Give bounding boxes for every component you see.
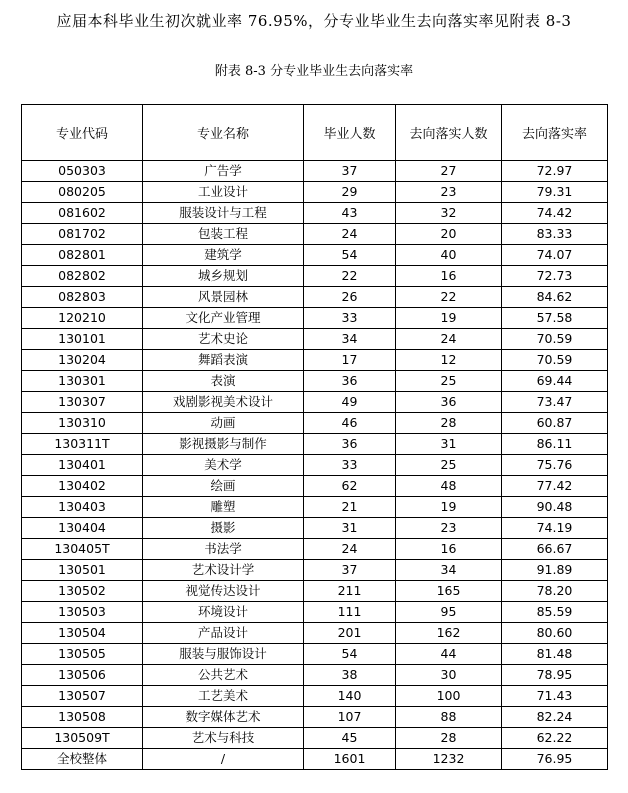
placement-rate-cell: 74.19 [502,518,608,539]
placement-rate-cell: 74.07 [502,245,608,266]
major-code-cell: 130509T [22,728,143,749]
placed-cell: 19 [396,497,502,518]
placed-cell: 28 [396,728,502,749]
graduates-cell: 33 [304,455,396,476]
placement-rate-cell: 86.11 [502,434,608,455]
major-code-cell: 130504 [22,623,143,644]
major-name-cell: 建筑学 [143,245,304,266]
placed-cell: 100 [396,686,502,707]
graduates-cell: 34 [304,329,396,350]
graduates-cell: 54 [304,245,396,266]
major-code-cell: 130403 [22,497,143,518]
graduates-cell: 211 [304,581,396,602]
placed-cell: 44 [396,644,502,665]
major-name-cell: 美术学 [143,455,304,476]
table-row [22,581,608,602]
placement-rate-cell: 77.42 [502,476,608,497]
placement-rate-cell: 78.20 [502,581,608,602]
table-row [22,350,608,371]
major-name-cell: 动画 [143,413,304,434]
placement-rate-cell: 81.48 [502,644,608,665]
table-row [22,644,608,665]
major-code-cell: 130404 [22,518,143,539]
placement-rate-cell: 84.62 [502,287,608,308]
placed-cell: 23 [396,518,502,539]
table-row [22,539,608,560]
table-row [22,224,608,245]
table-caption: 附表 8-3 分专业毕业生去向落实率 [214,64,414,79]
graduates-cell: 38 [304,665,396,686]
table-row [22,686,608,707]
placed-cell: 19 [396,308,502,329]
graduates-cell: 31 [304,518,396,539]
major-name-cell: 数字媒体艺术 [143,707,304,728]
header-graduates: 毕业人数 [304,105,396,161]
table-row [22,455,608,476]
graduates-cell: 43 [304,203,396,224]
graduates-cell: 45 [304,728,396,749]
placement-rate-cell: 79.31 [502,182,608,203]
placed-cell: 31 [396,434,502,455]
major-code-cell: 130401 [22,455,143,476]
major-code-cell: 130501 [22,560,143,581]
table-row [22,182,608,203]
graduates-cell: 49 [304,392,396,413]
table-row [22,623,608,644]
placed-cell: 1232 [396,749,502,770]
major-name-cell: 艺术设计学 [143,560,304,581]
graduates-cell: 62 [304,476,396,497]
table-row [22,371,608,392]
table-row [22,518,608,539]
graduates-cell: 37 [304,560,396,581]
placement-rate-cell: 76.95 [502,749,608,770]
major-code-cell: 130402 [22,476,143,497]
placed-cell: 27 [396,161,502,182]
placed-cell: 20 [396,224,502,245]
placement-rate-cell: 62.22 [502,728,608,749]
placement-rate-cell: 69.44 [502,371,608,392]
graduates-cell: 22 [304,266,396,287]
placement-rate-cell: 71.43 [502,686,608,707]
major-code-cell: 120210 [22,308,143,329]
placed-cell: 25 [396,371,502,392]
major-name-cell: 雕塑 [143,497,304,518]
table-row [22,497,608,518]
major-name-cell: 工艺美术 [143,686,304,707]
major-name-cell: 服装设计与工程 [143,203,304,224]
table-row [22,203,608,224]
table-row [22,329,608,350]
placement-rate-cell: 57.58 [502,308,608,329]
major-name-cell: 环境设计 [143,602,304,623]
placed-cell: 12 [396,350,502,371]
graduates-cell: 46 [304,413,396,434]
placement-rate-cell: 91.89 [502,560,608,581]
graduates-cell: 140 [304,686,396,707]
major-code-cell: 080205 [22,182,143,203]
major-name-cell: 书法学 [143,539,304,560]
placement-rate-cell: 80.60 [502,623,608,644]
major-code-cell: 082802 [22,266,143,287]
placement-rate-cell: 72.97 [502,161,608,182]
major-name-cell: 文化产业管理 [143,308,304,329]
placement-rate-cell: 74.42 [502,203,608,224]
header-placed: 去向落实人数 [396,105,502,161]
major-name-cell: 风景园林 [143,287,304,308]
placement-rate-cell: 90.48 [502,497,608,518]
graduates-cell: 1601 [304,749,396,770]
graduates-cell: 29 [304,182,396,203]
major-code-cell: 130502 [22,581,143,602]
major-name-cell: 戏剧影视美术设计 [143,392,304,413]
graduates-cell: 36 [304,434,396,455]
header-major-code: 专业代码 [22,105,143,161]
placed-cell: 22 [396,287,502,308]
major-code-cell: 130503 [22,602,143,623]
major-name-cell: 工业设计 [143,182,304,203]
major-code-cell: 081702 [22,224,143,245]
table-row [22,434,608,455]
header-placement-rate: 去向落实率 [502,105,608,161]
graduates-cell: 201 [304,623,396,644]
graduates-cell: 24 [304,224,396,245]
placement-rate-cell: 85.59 [502,602,608,623]
graduates-cell: 17 [304,350,396,371]
table-row [22,665,608,686]
placement-rate-cell: 83.33 [502,224,608,245]
major-name-cell: 产品设计 [143,623,304,644]
major-code-cell: 全校整体 [22,749,143,770]
major-name-cell: 视觉传达设计 [143,581,304,602]
placed-cell: 16 [396,266,502,287]
placement-rate-cell: 73.47 [502,392,608,413]
major-code-cell: 050303 [22,161,143,182]
major-name-cell: 绘画 [143,476,304,497]
major-code-cell: 130405T [22,539,143,560]
placed-cell: 32 [396,203,502,224]
major-name-cell: 服装与服饰设计 [143,644,304,665]
placement-rate-cell: 66.67 [502,539,608,560]
major-code-cell: 130506 [22,665,143,686]
table-header-row [22,105,608,161]
table-row [22,266,608,287]
placed-cell: 48 [396,476,502,497]
placed-cell: 36 [396,392,502,413]
major-name-cell: 公共艺术 [143,665,304,686]
major-code-cell: 081602 [22,203,143,224]
table-row [22,413,608,434]
table-row [22,707,608,728]
graduates-cell: 54 [304,644,396,665]
placed-cell: 162 [396,623,502,644]
major-name-cell: 摄影 [143,518,304,539]
placed-cell: 16 [396,539,502,560]
placement-rate-cell: 75.76 [502,455,608,476]
major-name-cell: 影视摄影与制作 [143,434,304,455]
intro-text: 应届本科毕业生初次就业率 76.95%，分专业毕业生去向落实率见附表 8-3 [56,12,572,30]
major-name-cell: 表演 [143,371,304,392]
placement-rate-cell: 72.73 [502,266,608,287]
table-row [22,602,608,623]
placement-rate-cell: 78.95 [502,665,608,686]
table-total-row [22,749,608,770]
header-major-name: 专业名称 [143,105,304,161]
placed-cell: 95 [396,602,502,623]
major-code-cell: 130507 [22,686,143,707]
major-name-cell: 包装工程 [143,224,304,245]
placed-cell: 40 [396,245,502,266]
major-name-cell: / [143,749,304,770]
major-code-cell: 130301 [22,371,143,392]
table-row [22,728,608,749]
major-name-cell: 广告学 [143,161,304,182]
major-code-cell: 130307 [22,392,143,413]
placed-cell: 30 [396,665,502,686]
placement-rate-cell: 82.24 [502,707,608,728]
major-code-cell: 130508 [22,707,143,728]
table-row [22,560,608,581]
placement-rate-cell: 70.59 [502,329,608,350]
placement-rate-cell: 70.59 [502,350,608,371]
placed-cell: 34 [396,560,502,581]
major-code-cell: 130101 [22,329,143,350]
major-name-cell: 舞蹈表演 [143,350,304,371]
table-row [22,245,608,266]
graduates-cell: 37 [304,161,396,182]
placement-rate-cell: 60.87 [502,413,608,434]
major-name-cell: 艺术与科技 [143,728,304,749]
graduates-cell: 21 [304,497,396,518]
table-body [22,161,608,770]
table-row [22,161,608,182]
graduates-cell: 26 [304,287,396,308]
major-code-cell: 130204 [22,350,143,371]
placed-cell: 88 [396,707,502,728]
graduates-cell: 33 [304,308,396,329]
major-code-cell: 130505 [22,644,143,665]
graduates-cell: 36 [304,371,396,392]
major-name-cell: 城乡规划 [143,266,304,287]
major-code-cell: 082803 [22,287,143,308]
placed-cell: 25 [396,455,502,476]
placed-cell: 24 [396,329,502,350]
placed-cell: 28 [396,413,502,434]
graduates-cell: 24 [304,539,396,560]
major-name-cell: 艺术史论 [143,329,304,350]
major-code-cell: 130311T [22,434,143,455]
table-row [22,392,608,413]
graduates-cell: 111 [304,602,396,623]
major-code-cell: 130310 [22,413,143,434]
majors-table [21,104,608,770]
placed-cell: 165 [396,581,502,602]
graduates-cell: 107 [304,707,396,728]
table-row [22,287,608,308]
table-row [22,308,608,329]
placed-cell: 23 [396,182,502,203]
table-row [22,476,608,497]
major-code-cell: 082801 [22,245,143,266]
